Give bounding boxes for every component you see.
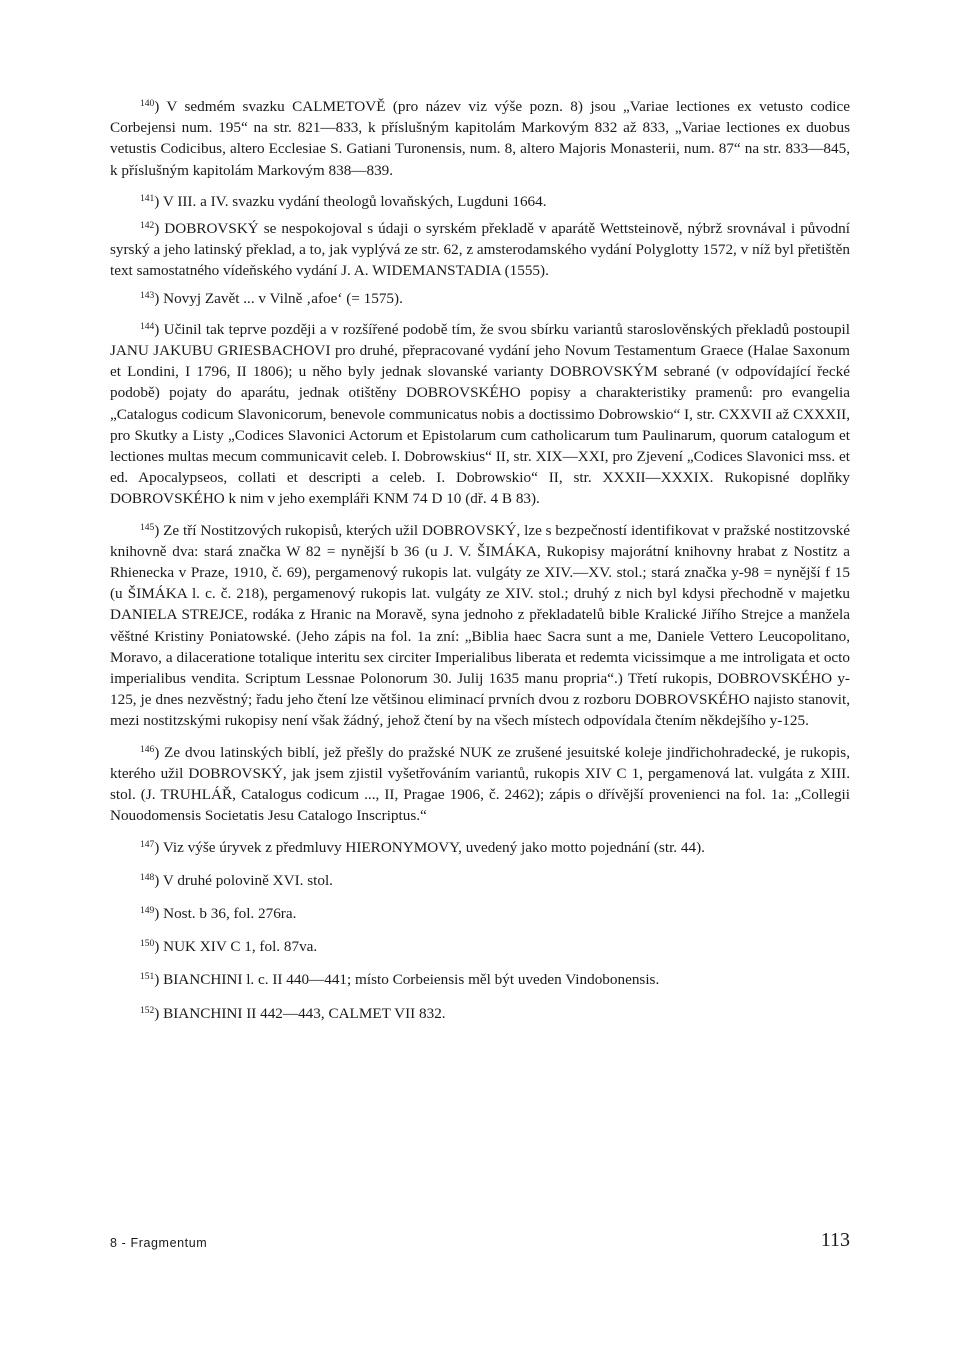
footnote-number: 146 [140,744,155,755]
footnote-140 [110,96,850,181]
footnote-150 [110,936,850,957]
footnote-144 [110,319,850,510]
footnote-143 [110,288,850,309]
footnote-text: ) Viz výše úryvek z předmluvy HIERONYMOVY, uvedený jako motto pojednání (str. 44). [154,838,705,856]
footnote-text: ) Ze dvou latinských biblí, jež přešly do pražské NUK ze zrušené jesuitské koleje jindřichohradecké, je rukopis, kterého užil DOBROVSKÝ, jak jsem zjistil vyšetřováním variantů, rukopis XIV C 1, pergamenová lat. vulgáta z XIII. stol. (J. TRUHLÁŘ, Catalogus codicum ..., II, Pragae 1906, č. 2462); zápis o dřívější provenienci na fol. 1a: „Collegii Nouodomensis Societatis Jesu Catalogo Inscriptus.“ [110,743,850,825]
footnote-152 [110,1003,850,1024]
footnote-text: ) V III. a IV. svazku vydání theologů lovaňských, Lugduni 1664. [154,192,547,210]
footnote-147 [110,837,850,858]
footnote-151 [110,969,850,990]
footnote-text: ) BIANCHINI II 442—443, CALMET VII 832. [154,1004,446,1022]
footer-signature: 8 - Fragmentum [110,1236,208,1250]
footnotes-block [110,96,850,1036]
footnote-text: ) Novyj Zavět ... v Vilně ‚afoe‘ (= 1575). [154,289,403,307]
footnote-text: ) Ze tří Nostitzových rukopisů, kterých užil DOBROVSKÝ, lze s bezpečností identifikovat v pražské nostitzovské knihovně dva: stará značka W 82 = nynější b 36 (u J. V. ŠIMÁKA, Rukopisy majorátní knihovny hrabat z Nostitz a Rhienecka v Praze, 1910, č. 69), pergamenový rukopis lat. vulgáty ze XIV.—XV. stol.; stará značka y-98 = nynější f 15 (u ŠIMÁKA l. c. č. 218), pergamenový rukopis lat. vulgáty ze XIV. stol.; druhý z nich byl kdysi přechodně v majetku DANIELA STREJCE, rodáka z Hranic na Moravě, syna jednoho z překladatelů bible Kralické Jiřího Strejce a manžela věštné Kristiny Poniatowské. (Jeho zápis na fol. 1a zní: „Biblia haec Sacra sunt a me, Daniele Vettero Leucopolitano, Moravo, a dilaceratione totalique interitu sex circiter Imperialibus liberata et redemta vicissimque a me introligata et octo imperialibus vendita. Scriptum Lessnae Polonorum 30. Julij 1635 manu propria“.) Třetí rukopis, DOBROVSKÉHO y-125, je dnes nezvěstný; řadu jeho čtení lze většinou eliminací prvních dvou z rozboru DOBROVSKÉHO najisto stanovit, mezi nostitzskými rukopisy není však žádný, jehož čtení by na všech místech odpovídala čtením někdejšího y-125. [110,521,850,730]
footnote-145 [110,520,850,732]
footnote-text: ) V druhé polovině XVI. stol. [154,871,333,889]
footnote-149 [110,903,850,924]
footnote-number: 145 [140,522,155,533]
footnote-number: 151 [140,972,155,983]
footnote-number: 149 [140,905,155,916]
footnote-number: 141 [140,193,155,204]
footnote-141 [110,191,850,212]
footnote-text: ) BIANCHINI l. c. II 440—441; místo Corbeiensis měl být uveden Vindobonensis. [154,971,660,989]
footnote-text: ) V sedmém svazku CALMETOVĚ (pro název viz výše pozn. 8) jsou „Variae lectiones ex vetusto codice Corbejensi num. 195“ na str. 821—833, k příslušným kapitolám Markovým 832 až 833, „Variae lectiones ex duobus vetustis Codicibus, altero Ecclesiae S. Gatiani Turonensis, num. 8, altero Majoris Monasterii, num. 87“ na str. 833—845, k příslušným kapitolám Markovým 838—839. [110,98,850,179]
footnote-number: 140 [140,99,155,109]
footnote-number: 148 [140,872,155,883]
page-number: 113 [820,1229,850,1251]
footnote-number: 144 [140,321,155,332]
footnote-142 [110,218,850,282]
footnote-text: ) NUK XIV C 1, fol. 87va. [154,938,318,956]
footnote-number: 143 [140,290,155,301]
footnote-text: ) Učinil tak teprve později a v rozšířené podobě tím, že svou sbírku variantů staroslověnských překladů postoupil JANU JAKUBU GRIESBACHOVI pro druhé, přepracované vydání jeho Novum Testamentum Graece (Halae Saxonum et Londini, I 1796, II 1806); u něho byly jednak slovanské varianty DOBROVSKÝM sebrané (v odpovídající řecké podobě) pojaty do aparátu, jednak otištěny DOBROVSKÉHO popisy a charakteristiky pramenů: pro evangelia „Catalogus codicum Slavonicorum, benevole communicatus nobis a doctissimo Dobrowskio“ I, str. CXXVII až CXXXII, pro Skutky a Listy „Codices Slavonici Actorum et Epistolarum cum catholicarum tum Paulinarum, quorum catalogum et lectiones multas mecum communicavit celeb. I. Dobrowskius“ II, str. XIX—XXI, pro Zjevení „Codices Slavonici mss. et ed. Apocalypseos, collati et descripti a celeb. I. Dobrowskio“ II, str. XXXII—XXXIX. Rukopisné doplňky DOBROVSKÉHO k nim v jeho exempláři KNM 74 D 10 (dř. 4 B 83). [110,320,850,508]
footnote-number: 152 [140,1005,155,1016]
footnote-148 [110,870,850,891]
footnote-number: 147 [140,839,155,850]
footnote-text: ) DOBROVSKÝ se nespokojoval s údaji o syrském překladě v aparátě Wettsteinově, nýbrž srovnával i původní syrský a jeho latinský překlad, a to, jak vyplývá ze str. 62, z amsterodamského vydání Polyglotty 1572, v níž byl přetištěn text samostatného vídeňského vydání J. A. WIDEMANSTADIA (1555). [110,220,850,280]
footnote-text: ) Nost. b 36, fol. 276ra. [154,904,297,922]
footnote-number: 142 [140,221,155,232]
footnote-number: 150 [140,939,155,950]
footnote-146 [110,742,850,827]
